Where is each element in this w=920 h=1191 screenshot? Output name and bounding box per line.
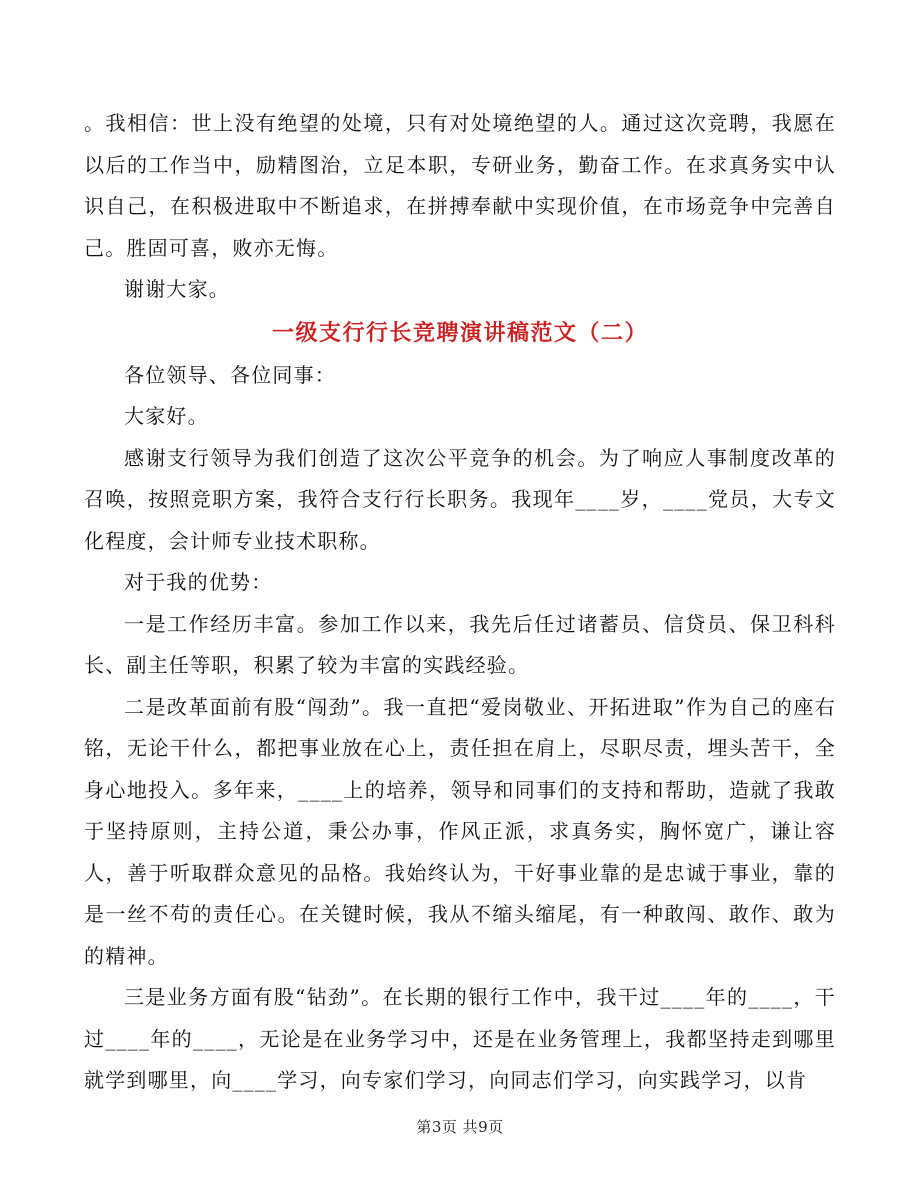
- paragraph-advantage-one: 一是工作经历丰富。参加工作以来，我先后任过诸蓄员、信贷员、保卫科科长、副主任等职，积累了较为丰富的实践经验。: [84, 611, 836, 677]
- paragraph-continuation: 。我相信：世上没有绝望的处境，只有对处境绝望的人。通过这次竞聘，我愿在以后的工作当中，励精图治，立足本职，专研业务，勤奋工作。在求真务实中认识自己，在积极进取中不断追求，在拼搏奉献中实现价值，在市场竞争中完善自己。胜固可喜，败亦无悔。: [84, 111, 836, 260]
- document-body: [84, 103, 836, 1102]
- paragraph-thanks: 谢谢大家。: [124, 277, 230, 301]
- paragraph-greeting: 大家好。: [124, 404, 209, 428]
- paragraph-advantages-heading: 对于我的优势：: [124, 570, 273, 594]
- paragraph-advantage-two: 二是改革面前有股“闯劲”。我一直把“爱岗敬业、开拓进取”作为自己的座右铭，无论干什么，都把事业放在心上，责任担在肩上，尽职尽责，埋头苦干，全身心地投入。多年来，____上的培养，领导和同事们的支持和帮助，造就了我敢于坚持原则，主持公道，秉公办事，作风正派，求真务实，胸怀宽广，谦让容人，善于听取群众意见的品格。我始终认为，干好事业靠的是忠诚于事业，靠的是一丝不苟的责任心。在关键时候，我从不缩头缩尾，有一种敢闯、敢作、敢为的精神。: [84, 694, 836, 968]
- paragraph-intro: 感谢支行领导为我们创造了这次公平竞争的机会。为了响应人事制度改革的召唤，按照竞职方案，我符合支行行长职务。我现年____岁，____党员，大专文化程度，会计师专业技术职称。: [84, 445, 836, 553]
- paragraph-salutation: 各位领导、各位同事：: [124, 362, 336, 387]
- section-title: 一级支行行长竞聘演讲稿范文（二）: [271, 319, 648, 346]
- paragraph-advantage-three: 三是业务方面有股“钻劲”。在长期的银行工作中，我干过____年的____，干过____年的____，无论是在业务学习中，还是在业务管理上，我都坚持走到哪里就学到哪里，向____学习，向专家们学习，向同志们学习，向实践学习，以肯: [84, 985, 836, 1092]
- page-number: 第3页 共9页: [416, 1118, 504, 1136]
